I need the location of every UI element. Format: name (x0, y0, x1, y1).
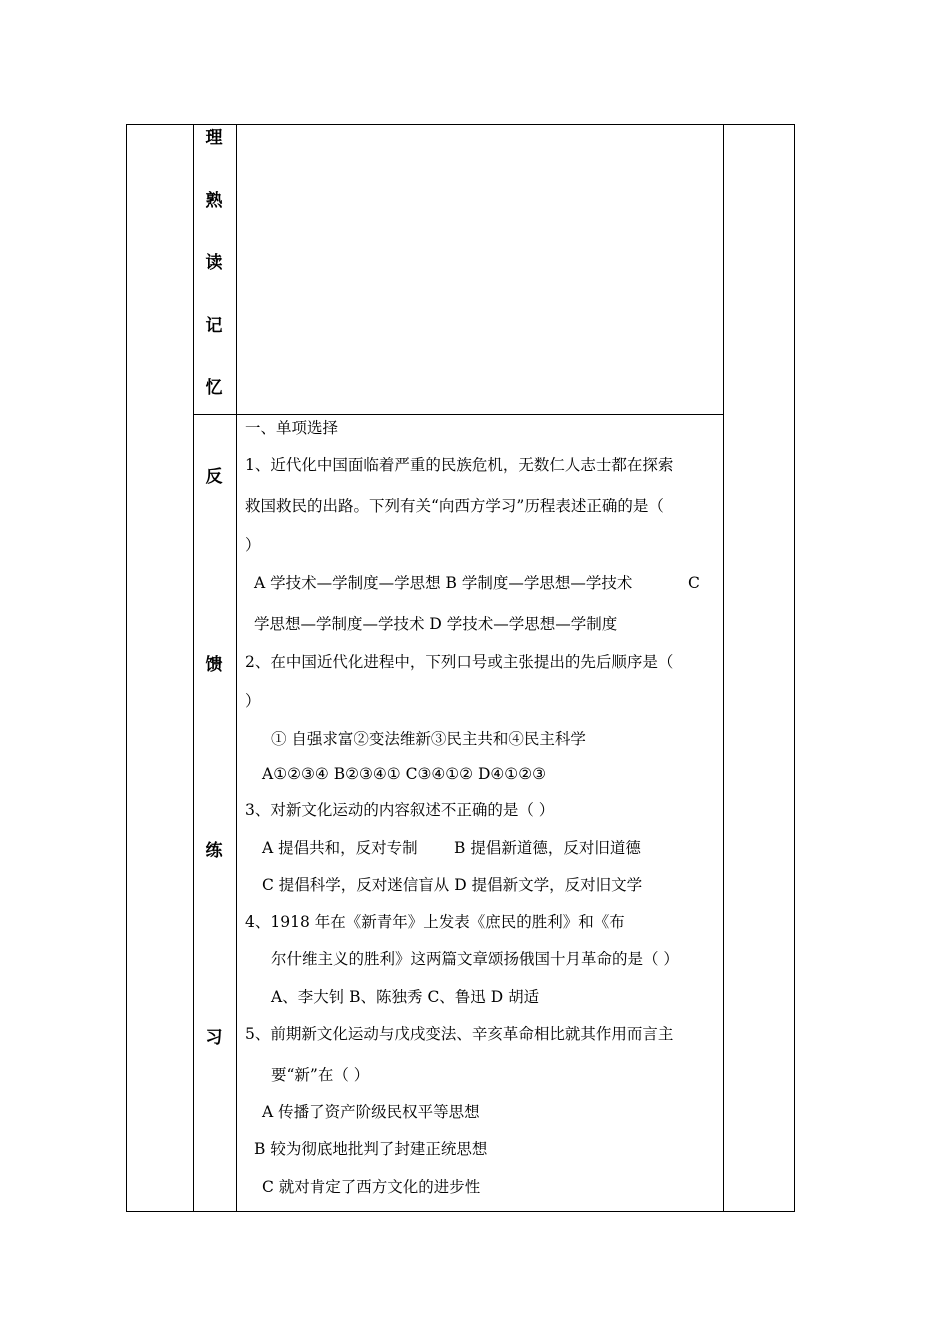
answer-option: A 传播了资产阶级民权平等思想 (262, 1103, 480, 1121)
table-bottom-border (126, 1211, 795, 1212)
content-column-right-border (723, 124, 724, 1212)
section-label-char: 反 (205, 467, 223, 487)
question-text: 1、近代化中国面临着严重的民族危机，无数仁人志士都在探索 (245, 456, 674, 474)
section-label-char: 理 (205, 128, 223, 148)
answer-option: C (688, 574, 700, 592)
answer-option: A 学技术—学制度—学思想 B 学制度—学思想—学技术 (254, 574, 633, 592)
question-text: 2、在中国近代化进程中，下列口号或主张提出的先后顺序是（ (245, 653, 674, 671)
question-text: 4、1918 年在《新青年》上发表《庶民的胜利》和《布 (245, 913, 625, 931)
question-text: ） (245, 536, 261, 554)
table-top-border (126, 124, 795, 125)
content-column-left-border (236, 124, 237, 1212)
question-text: 5、前期新文化运动与戊戌变法、辛亥革命相比就其作用而言主 (245, 1025, 674, 1043)
answer-option: 学思想—学制度—学技术 D 学技术—学思想—学制度 (254, 615, 618, 633)
answer-option: B 较为彻底地批判了封建正统思想 (254, 1140, 488, 1158)
table-left-border (126, 124, 127, 1212)
section-label-char: 熟 (205, 191, 223, 211)
table-right-border (794, 124, 795, 1212)
section-label-char: 忆 (205, 378, 223, 398)
answer-option: B 提倡新道德，反对旧道德 (454, 839, 641, 857)
question-text: ① 自强求富②变法维新③民主共和④民主科学 (271, 730, 586, 748)
section-label-char: 习 (205, 1028, 223, 1048)
section-label-char: 馈 (205, 655, 223, 675)
section-label-char: 练 (205, 841, 223, 861)
question-text: 救国救民的出路。下列有关“向西方学习”历程表述正确的是（ (245, 497, 664, 515)
question-text: 尔什维主义的胜利》这两篇文章颂扬俄国十月革命的是（ ） (271, 950, 679, 968)
answer-option: A①②③④ B②③④① C③④①② D④①②③ (262, 765, 546, 783)
section-heading: 一、单项选择 (245, 419, 339, 437)
section-divider (193, 414, 724, 415)
question-text: 要“新”在（ ） (271, 1066, 370, 1084)
answer-option: A 提倡共和，反对专制 (262, 839, 418, 857)
section-label-char: 记 (205, 316, 223, 336)
question-text: ） (245, 692, 261, 710)
section-label-char: 读 (205, 253, 223, 273)
question-text: 3、对新文化运动的内容叙述不正确的是（ ） (245, 801, 555, 819)
answer-option: C 提倡科学，反对迷信盲从 D 提倡新文学，反对旧文学 (262, 876, 643, 894)
answer-option: C 就对肯定了西方文化的进步性 (262, 1178, 481, 1196)
answer-option: A、李大钊 B、陈独秀 C、鲁迅 D 胡适 (271, 988, 540, 1006)
